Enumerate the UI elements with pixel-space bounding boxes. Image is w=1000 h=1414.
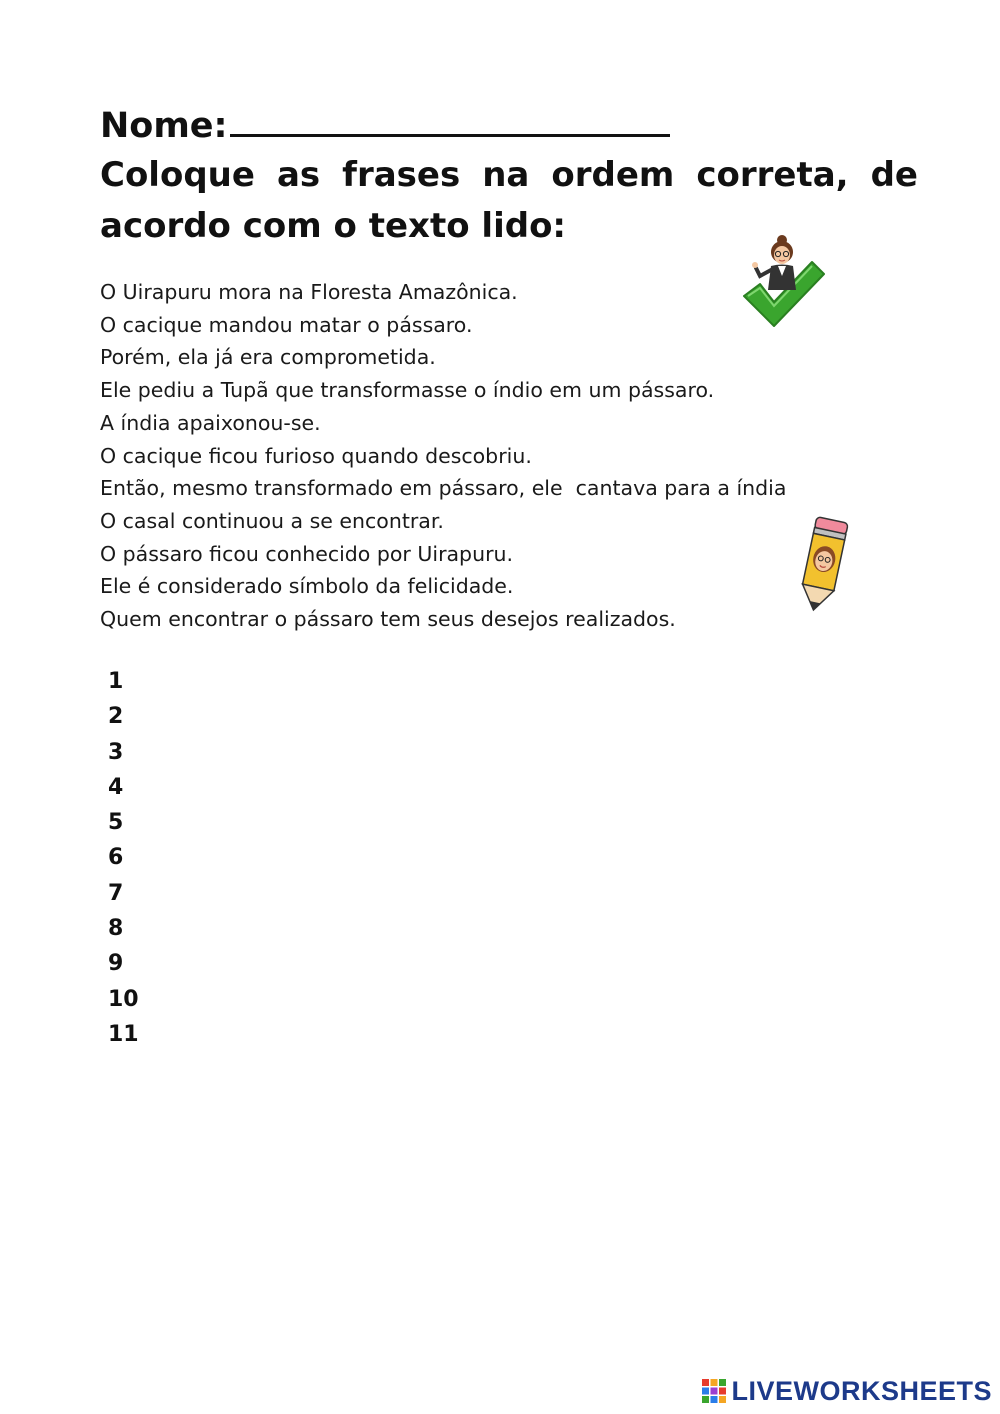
liveworksheets-grid-icon (701, 1378, 727, 1404)
name-field (100, 98, 670, 150)
answer-number: 5 (108, 810, 124, 836)
brand-text: LIVEWORKSHEETS (731, 1376, 992, 1406)
answer-number: 1 (108, 669, 124, 694)
sentence-item: Porém, ela já era comprometida. (100, 345, 436, 370)
answer-number: 6 (108, 845, 124, 871)
answer-number-list (108, 664, 139, 1052)
sentence-item: O casal continuou a se encontrar. (100, 508, 444, 533)
answer-number: 4 (108, 774, 124, 800)
sentence-item: Então, mesmo transformado em pássaro, ele cantava para a índia (100, 476, 787, 501)
answer-number: 11 (108, 1021, 139, 1047)
answer-number: 3 (108, 739, 124, 765)
sentence-item: O pássaro ficou conhecido por Uirapuru. (100, 541, 514, 566)
sentence-item: A índia apaixonou-se. (100, 410, 321, 435)
teacher-checkmark-icon (738, 232, 828, 332)
sentence-item: O Uirapuru mora na Floresta Amazônica. (100, 280, 518, 304)
instruction-heading: Coloque as frases na ordem correta, de acordo com o texto lido: (100, 155, 918, 246)
sentence-item: O cacique ficou furioso quando descobriu. (100, 443, 532, 468)
answer-number: 9 (108, 951, 124, 977)
sentence-item: Quem encontrar o pássaro tem seus desejos realizados. (100, 607, 676, 632)
name-label: Nome: (100, 106, 228, 146)
liveworksheets-logo (701, 1376, 992, 1406)
answer-number: 2 (108, 704, 124, 730)
name-blank-line[interactable] (230, 98, 670, 137)
answer-number: 10 (108, 986, 139, 1012)
sentence-item: Ele pediu a Tupã que transformasse o índio em um pássaro. (100, 378, 715, 403)
answer-number: 8 (108, 916, 124, 942)
sentence-item: O cacique mandou matar o pássaro. (100, 312, 473, 337)
sentence-item: Ele é considerado símbolo da felicidade. (100, 574, 514, 599)
sentence-list (100, 276, 786, 636)
answer-number: 7 (108, 880, 124, 906)
pencil-avatar-icon (792, 515, 854, 615)
